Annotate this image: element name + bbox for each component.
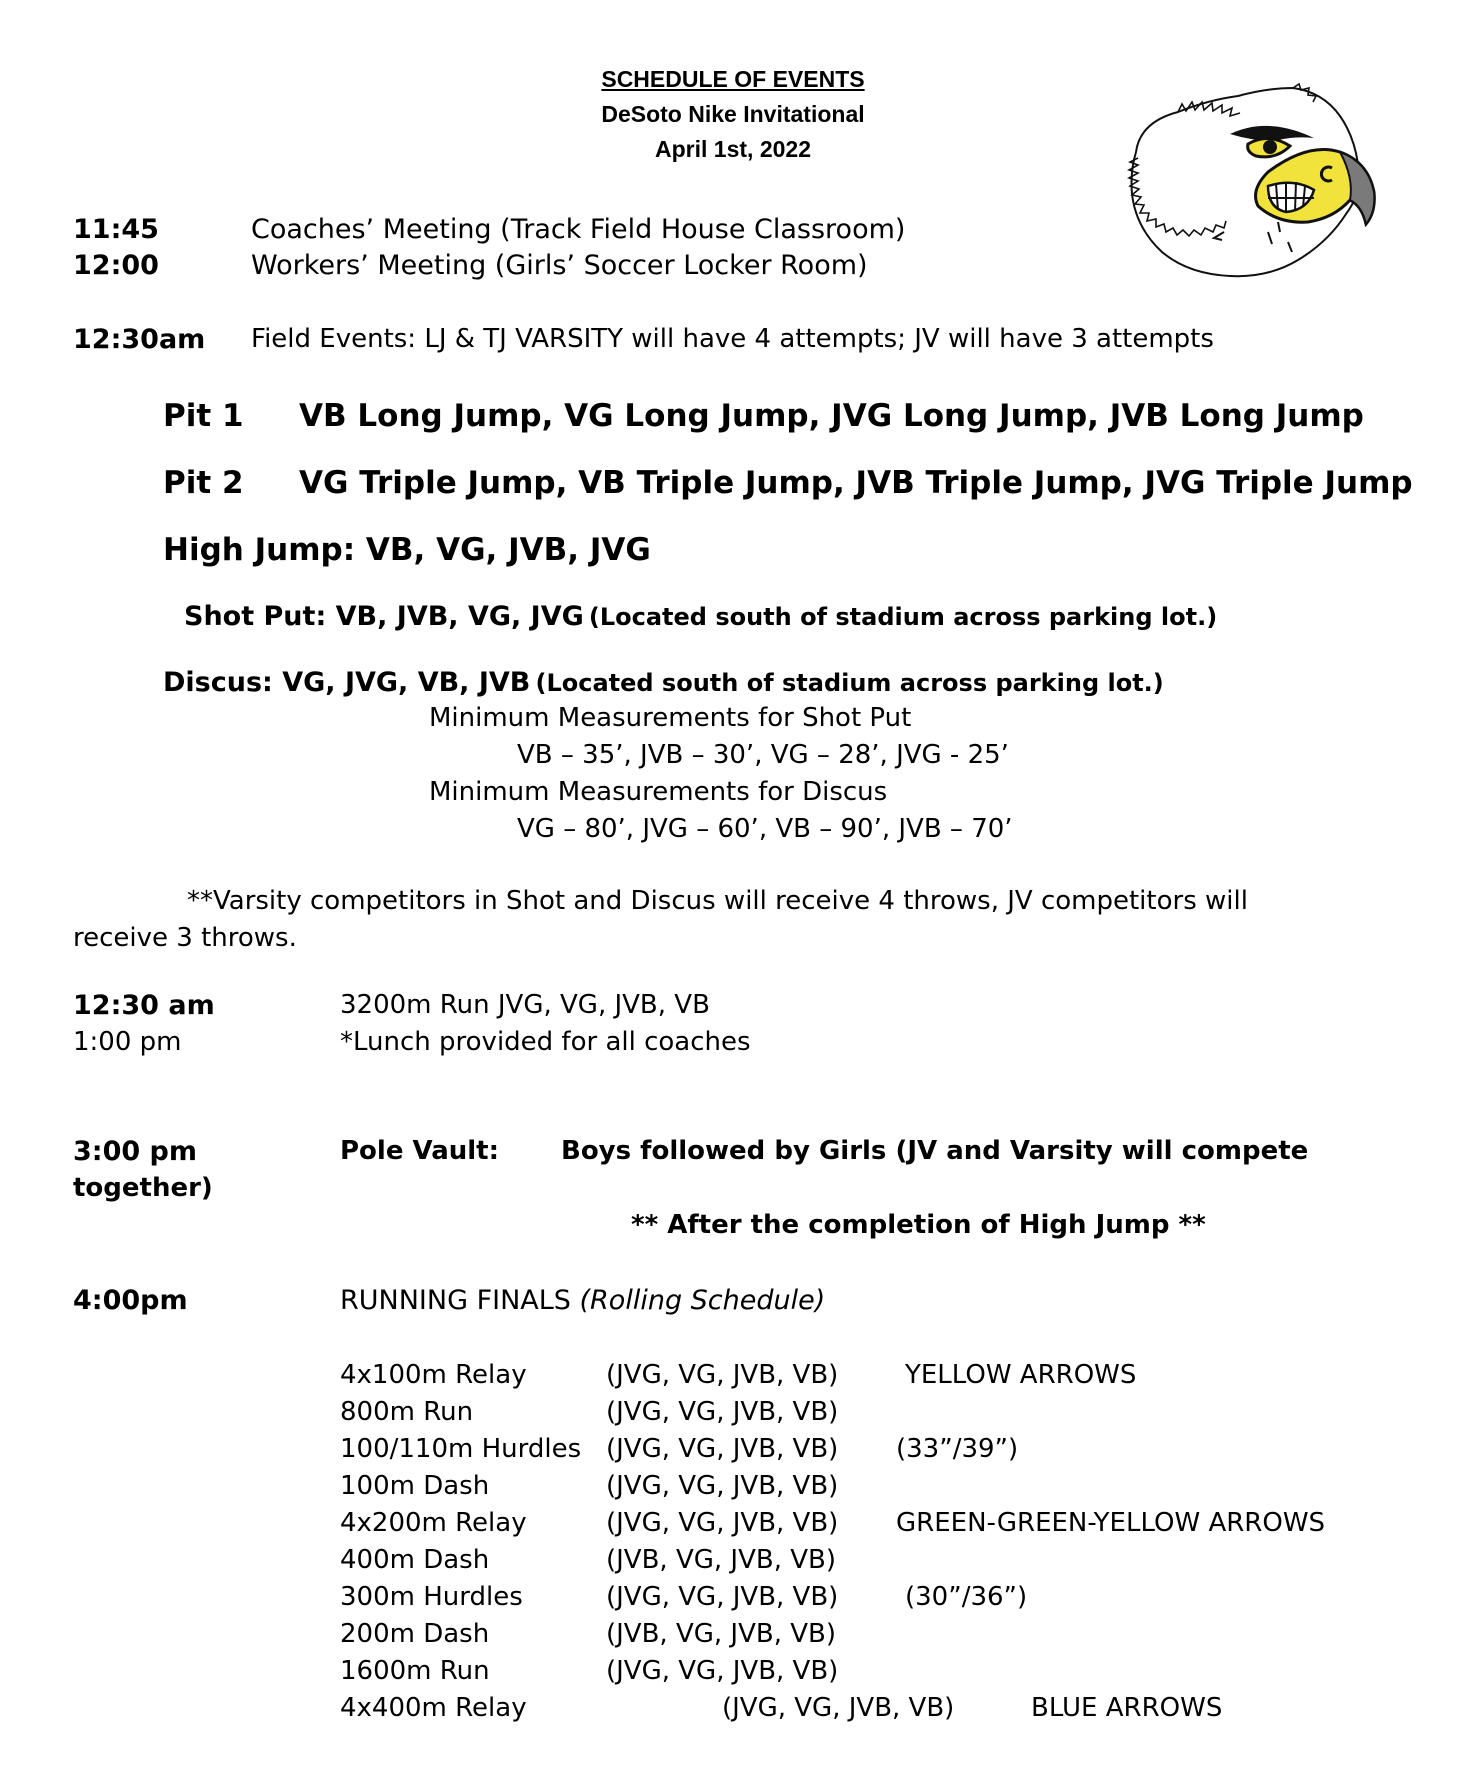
distance-time: 12:30 am bbox=[73, 990, 215, 1021]
event-note: YELLOW ARROWS bbox=[905, 1360, 1137, 1390]
eagle-logo-icon bbox=[1118, 82, 1386, 292]
event-divisions: (JVG, VG, JVB, VB) bbox=[606, 1360, 839, 1390]
event-note: GREEN-GREEN-YELLOW ARROWS bbox=[896, 1508, 1326, 1538]
event-divisions: (JVG, VG, JVB, VB) bbox=[722, 1693, 955, 1723]
finals-time: 4:00pm bbox=[73, 1285, 188, 1316]
event-name: 800m Run bbox=[340, 1397, 474, 1427]
event-divisions: (JVB, VG, JVB, VB) bbox=[606, 1619, 837, 1649]
finals-subtitle: (Rolling Schedule) bbox=[579, 1285, 826, 1316]
min-discus-values: VG – 80’, JVG – 60’, VB – 90’, JVB – 70’ bbox=[517, 814, 1013, 844]
pole-vault-note: ** After the completion of High Jump ** bbox=[631, 1210, 1206, 1240]
distance-desc: 3200m Run JVG, VG, JVB, VB bbox=[340, 990, 710, 1020]
workers-meeting-time: 12:00 bbox=[73, 250, 159, 281]
event-divisions: (JVG, VG, JVB, VB) bbox=[606, 1397, 839, 1427]
event-name: 100/110m Hurdles bbox=[340, 1434, 582, 1464]
workers-meeting-desc: Workers’ Meeting (Girls’ Soccer Locker Room) bbox=[251, 250, 868, 281]
event-note: (33”/39”) bbox=[896, 1434, 1019, 1464]
event-name: 100m Dash bbox=[340, 1471, 490, 1501]
pole-vault-time: 3:00 pm bbox=[73, 1136, 198, 1167]
event-divisions: (JVG, VG, JVB, VB) bbox=[606, 1471, 839, 1501]
high-jump-line: High Jump: VB, VG, JVB, JVG bbox=[163, 532, 651, 568]
finals-heading bbox=[340, 1285, 825, 1316]
event-note: (30”/36”) bbox=[905, 1582, 1028, 1612]
event-divisions: (JVG, VG, JVB, VB) bbox=[606, 1508, 839, 1538]
pit1-label: Pit 1 bbox=[163, 398, 244, 434]
event-name: 4x400m Relay bbox=[340, 1693, 527, 1723]
throws-note-line2: receive 3 throws. bbox=[73, 923, 297, 953]
meet-name: DeSoto Nike Invitational bbox=[601, 101, 865, 127]
min-shot-values: VB – 35’, JVB – 30’, VG – 28’, JVG - 25’ bbox=[517, 740, 1009, 770]
lunch-desc: *Lunch provided for all coaches bbox=[340, 1027, 751, 1057]
pole-vault-desc: Boys followed by Girls (JV and Varsity will compete bbox=[561, 1136, 1309, 1166]
shot-put-line bbox=[184, 601, 1217, 632]
shot-put-events: : VB, JVB, VG, JVG bbox=[315, 601, 584, 632]
lunch-time: 1:00 pm bbox=[73, 1027, 182, 1057]
field-events-desc: Field Events: LJ & TJ VARSITY will have 4 attempts; JV will have 3 attempts bbox=[251, 324, 1214, 354]
min-shot-title: Minimum Measurements for Shot Put bbox=[429, 703, 912, 733]
document-title: SCHEDULE OF EVENTS bbox=[601, 66, 865, 92]
event-divisions: (JVG, VG, JVB, VB) bbox=[606, 1656, 839, 1686]
pole-vault-label: Pole Vault: bbox=[340, 1136, 500, 1166]
shot-put-note: (Located south of stadium across parking lot.) bbox=[588, 603, 1218, 631]
event-name: 400m Dash bbox=[340, 1545, 490, 1575]
meet-date: April 1st, 2022 bbox=[655, 136, 811, 162]
shot-put-label: Shot Put bbox=[184, 601, 316, 632]
pit2-events: VG Triple Jump, VB Triple Jump, JVB Triple Jump, JVG Triple Jump bbox=[299, 465, 1413, 501]
pit2-label: Pit 2 bbox=[163, 465, 244, 501]
field-events-time: 12:30am bbox=[73, 324, 206, 355]
event-name: 4x200m Relay bbox=[340, 1508, 527, 1538]
event-divisions: (JVG, VG, JVB, VB) bbox=[606, 1582, 839, 1612]
throws-note-line1: **Varsity competitors in Shot and Discus will receive 4 throws, JV competitors will bbox=[187, 886, 1248, 916]
event-name: 4x100m Relay bbox=[340, 1360, 527, 1390]
coaches-meeting-time: 11:45 bbox=[73, 214, 159, 245]
pole-vault-wrap: together) bbox=[73, 1173, 213, 1203]
event-note: BLUE ARROWS bbox=[1031, 1693, 1223, 1723]
event-name: 1600m Run bbox=[340, 1656, 490, 1686]
pit1-events: VB Long Jump, VG Long Jump, JVG Long Jump, JVB Long Jump bbox=[299, 398, 1364, 434]
discus-line bbox=[163, 667, 1164, 698]
event-name: 200m Dash bbox=[340, 1619, 490, 1649]
event-divisions: (JVG, VG, JVB, VB) bbox=[606, 1434, 839, 1464]
finals-title: RUNNING FINALS bbox=[340, 1285, 580, 1316]
discus-note: (Located south of stadium across parking lot.) bbox=[535, 669, 1164, 697]
min-discus-title: Minimum Measurements for Discus bbox=[429, 777, 888, 807]
coaches-meeting-desc: Coaches’ Meeting (Track Field House Classroom) bbox=[251, 214, 906, 245]
event-name: 300m Hurdles bbox=[340, 1582, 523, 1612]
event-divisions: (JVB, VG, JVB, VB) bbox=[606, 1545, 837, 1575]
discus-events: Discus: VG, JVG, VB, JVB bbox=[163, 667, 531, 698]
